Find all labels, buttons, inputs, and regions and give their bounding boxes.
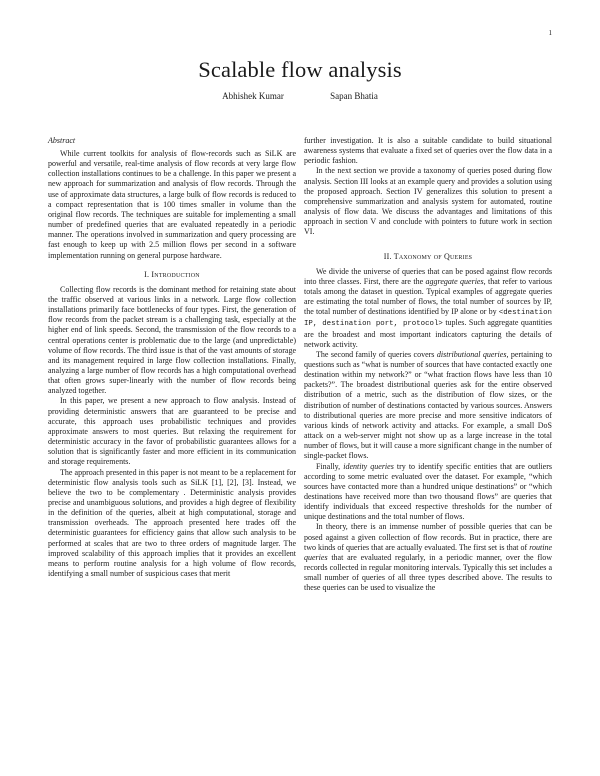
intro-paragraph-4: In the next section we provide a taxonomy of queries posed during flow analysis. Section III looks at an example query and provides a solution using the proposed approach. Section IV generalizes this solution to present a comprehensive summarization and analysis system for automated, routine analysis of flow data. We discuss the advantages and limitations of this approach in section V and conclude with pointers to future work in section VI.	[304, 166, 552, 237]
abstract-label: Abstract	[48, 136, 76, 145]
left-column	[48, 136, 296, 579]
intro-paragraph-3: The approach presented in this paper is not meant to be a replacement for deterministic flow analysis tools such as SiLK [1], [2], [3]. Instead, we believe the two to be complementary . Deterministic analysis provides precise and unambiguous solutions, and provides a high degree of flexibility in the definition of the queries, albeit at high computational, storage and transmission overheads. The approach presented here trades off the deterministic guarantees for efficiency gains that allow such analysis to be performed at scales that are two to three orders of magnitude larger. The improved scalability of this approach implies that it provides an excellent means to perform routine analysis for a high volume of flow records, identifying a small number of suspicious cases that merit	[48, 467, 296, 579]
term-distributional-queries: distributional queries	[436, 349, 507, 359]
intro-paragraph-3-continued: further investigation. It is also a suitable candidate to build situational awareness systems that evaluate a fixed set of queries over the flow data in a periodic fashion.	[304, 136, 552, 166]
term-routine-queries: routine queries	[304, 542, 552, 562]
taxonomy-paragraph-3: Finally, identity queries try to identify specific entities that are outliers according to some metric evaluated over the dataset. For example, “which sources have contacted more than a hundred unique destinations” or “which destinations have received more than two thousand flows” are queries that identify individuals that exceed respective thresholds for the number of unique destinations and the total number of flows.	[304, 461, 553, 522]
term-aggregate-queries: aggregate queries	[425, 276, 484, 286]
abstract-text: While current toolkits for analysis of flow-records such as SiLK are powerful and versatile, real-time analysis of flow records at very large flow collection installations continues to be a challenge. In this paper we present a new approach for summarization and analysis of flow records. Through the use of approximate data structures, a large bulk of flow records is reduced to a compact representation that is 100 times smaller in volume than the original flow records. The techniques are suitable for implementing a small number of predefined queries that are evaluated repeatedly in a periodic manner. The operations involved in summarization and query processing are fast enough to keep up with 2.5 million flows per second in a software implementation running on general purpose hardware.	[48, 149, 296, 260]
author-1: Abhishek Kumar	[222, 91, 284, 101]
right-column	[304, 136, 552, 594]
intro-paragraph-2: In this paper, we present a new approach to flow analysis. Instead of providing deterministic answers that are guaranteed to be precise and accurate, this approach uses probabilistic techniques and provides approximate answers to most queries. But relaxing the requirement for deterministic accuracy in the favor of probabilistic guarantees allows for a solution that is significantly faster and more efficient in its communication and storage requirements.	[48, 396, 296, 467]
section-heading-taxonomy: II. Taxonomy of Queries	[383, 251, 473, 261]
author-2: Sapan Bhatia	[330, 91, 378, 101]
section-heading-introduction: I. Introduction	[144, 269, 200, 279]
tuple-code: <destination IP, destination port, protocol>	[304, 309, 552, 329]
intro-paragraph-1: Collecting flow records is the dominant method for retaining state about the traffic observed at various links in a network. Large flow collection installations primarily face bottlenecks of four types. First, the generation of flow records from the packet stream is a challenging task, especially at the higher end of link speeds. Second, the transmission of the flow records to a central operations center is problematic due to the large (and unpredictable) volume of flow records. The third issue is that of the vast amounts of storage and its management required in large flow collection installations. Finally, analyzing a large number of flow records has a high computational overhead that often grows super-linearly with the number of flow records being analyzed together.	[48, 284, 296, 396]
taxonomy-paragraph-2: The second family of queries covers distributional queries, pertaining to questions such as “what is number of sources that have contacted exactly one destination within my network?” or “what fraction flows have less than 10 packets?”. The broadest distributional queries ask for the entire observed distribution of a metric, such as the distribution of flow sizes, or the distribution of number of destinations contacted by various sources. Answers to distributional queries are more precise and more sensitive indicators of various kinds of network activity and attacks. For example, a small DoS attack on a web-server might not show up as a large increase in the total number of flows, but it will cause a more significant change in the number of single-packet flows.	[304, 349, 552, 461]
paper-title: Scalable flow analysis	[198, 57, 402, 82]
taxonomy-paragraph-4: In theory, there is an immense number of possible queries that can be posed against a given collection of flow records. But in practice, there are two kinds of queries that are actually evaluated. The first set is that of routine queries that are evaluated regularly, in a periodic manner, over the flow records collected in regular monitoring intervals. Typically this set includes a small number of queries of all three types described above. The results to these queries can be used to visualize the	[304, 522, 552, 593]
taxonomy-paragraph-1: We divide the universe of queries that can be posed against flow records into three classes. First, there are the aggregate queries, that refer to various totals among the dataset in question. Typical examples of aggregate queries are estimating the total number of flows, the total number of sources by IP, the total number of destinations identified by IP alone or by <destination IP, destination port, protocol> tuples. Such aggregate quantities are the broadest and most important indicators capturing the details of network activity.	[304, 266, 552, 349]
author-list	[0, 91, 600, 102]
page-number: 1	[548, 29, 552, 37]
term-identity-queries: identity queries	[343, 461, 394, 471]
